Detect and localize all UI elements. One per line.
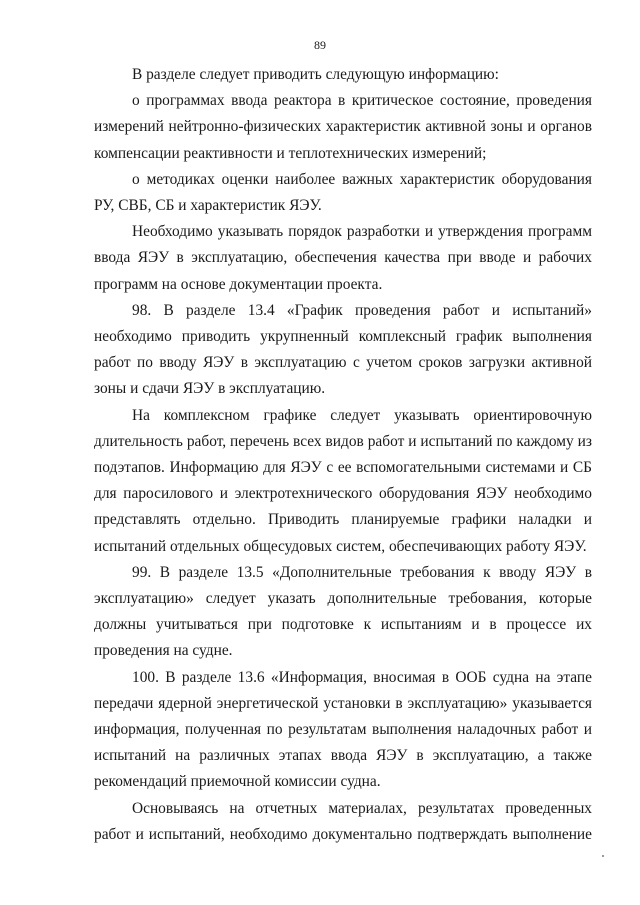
paragraph-item-98: 98. В разделе 13.4 «График проведения работ и испытаний» необходимо приводить укрупненный комплексный график выполнения работ по вводу ЯЭУ в эксплуатацию с учетом сроков загрузки активной зоны и сдачи ЯЭУ в эксплуатацию.: [94, 301, 592, 398]
document-body: [94, 62, 592, 848]
scan-speck: [602, 855, 604, 857]
paragraph-item-100: 100. В разделе 13.6 «Информация, вносимая в ООБ судна на этапе передачи ядерной энергетической установки в эксплуатацию» указывается информация, полученная по результатам выполнения наладочных работ и испытаний на различных этапах ввода ЯЭУ в эксплуатацию, а также рекомендаций приемочной комиссии судна.: [94, 668, 592, 791]
page-number: 89: [314, 38, 326, 52]
paragraph-program-development: Необходимо указывать порядок разработки и утверждения программ ввода ЯЭУ в эксплуатацию, обеспечения качества при вводе и рабочих программ на основе документации проекта.: [94, 223, 592, 293]
paragraph-reactor-programs: о программах ввода реактора в критическое состояние, проведения измерений нейтронно-физических характеристик активной зоны и органов компенсации реактивности и теплотехнических измерений;: [94, 92, 592, 162]
paragraph-evaluation-methods: о методиках оценки наиболее важных характеристик оборудования РУ, СВБ, СБ и характеристик ЯЭУ.: [94, 170, 592, 215]
paragraph-reporting-materials: Основываясь на отчетных материалах, результатах проведенных работ и испытаний, необходимо документально подтверждать выполнение: [94, 799, 592, 843]
paragraph-complex-schedule: На комплексном графике следует указывать ориентировочную длительность работ, перечень всех видов работ и испытаний по каждому из подэтапов. Информацию для ЯЭУ с ее вспомогательными системами и СБ для паросилового и электротехнического оборудования ЯЭУ необходимо представлять отдельно. Приводить планируемые графики наладки и испытаний отдельных общесудовых систем, обеспечивающих работу ЯЭУ.: [94, 406, 592, 555]
paragraph-section-intro: В разделе следует приводить следующую информацию:: [132, 66, 499, 83]
paragraph-item-99: 99. В разделе 13.5 «Дополнительные требования к вводу ЯЭУ в эксплуатацию» следует указать дополнительные требования, которые должны учитываться при подготовке к испытаниям и в процессе их проведения на судне.: [94, 563, 592, 660]
